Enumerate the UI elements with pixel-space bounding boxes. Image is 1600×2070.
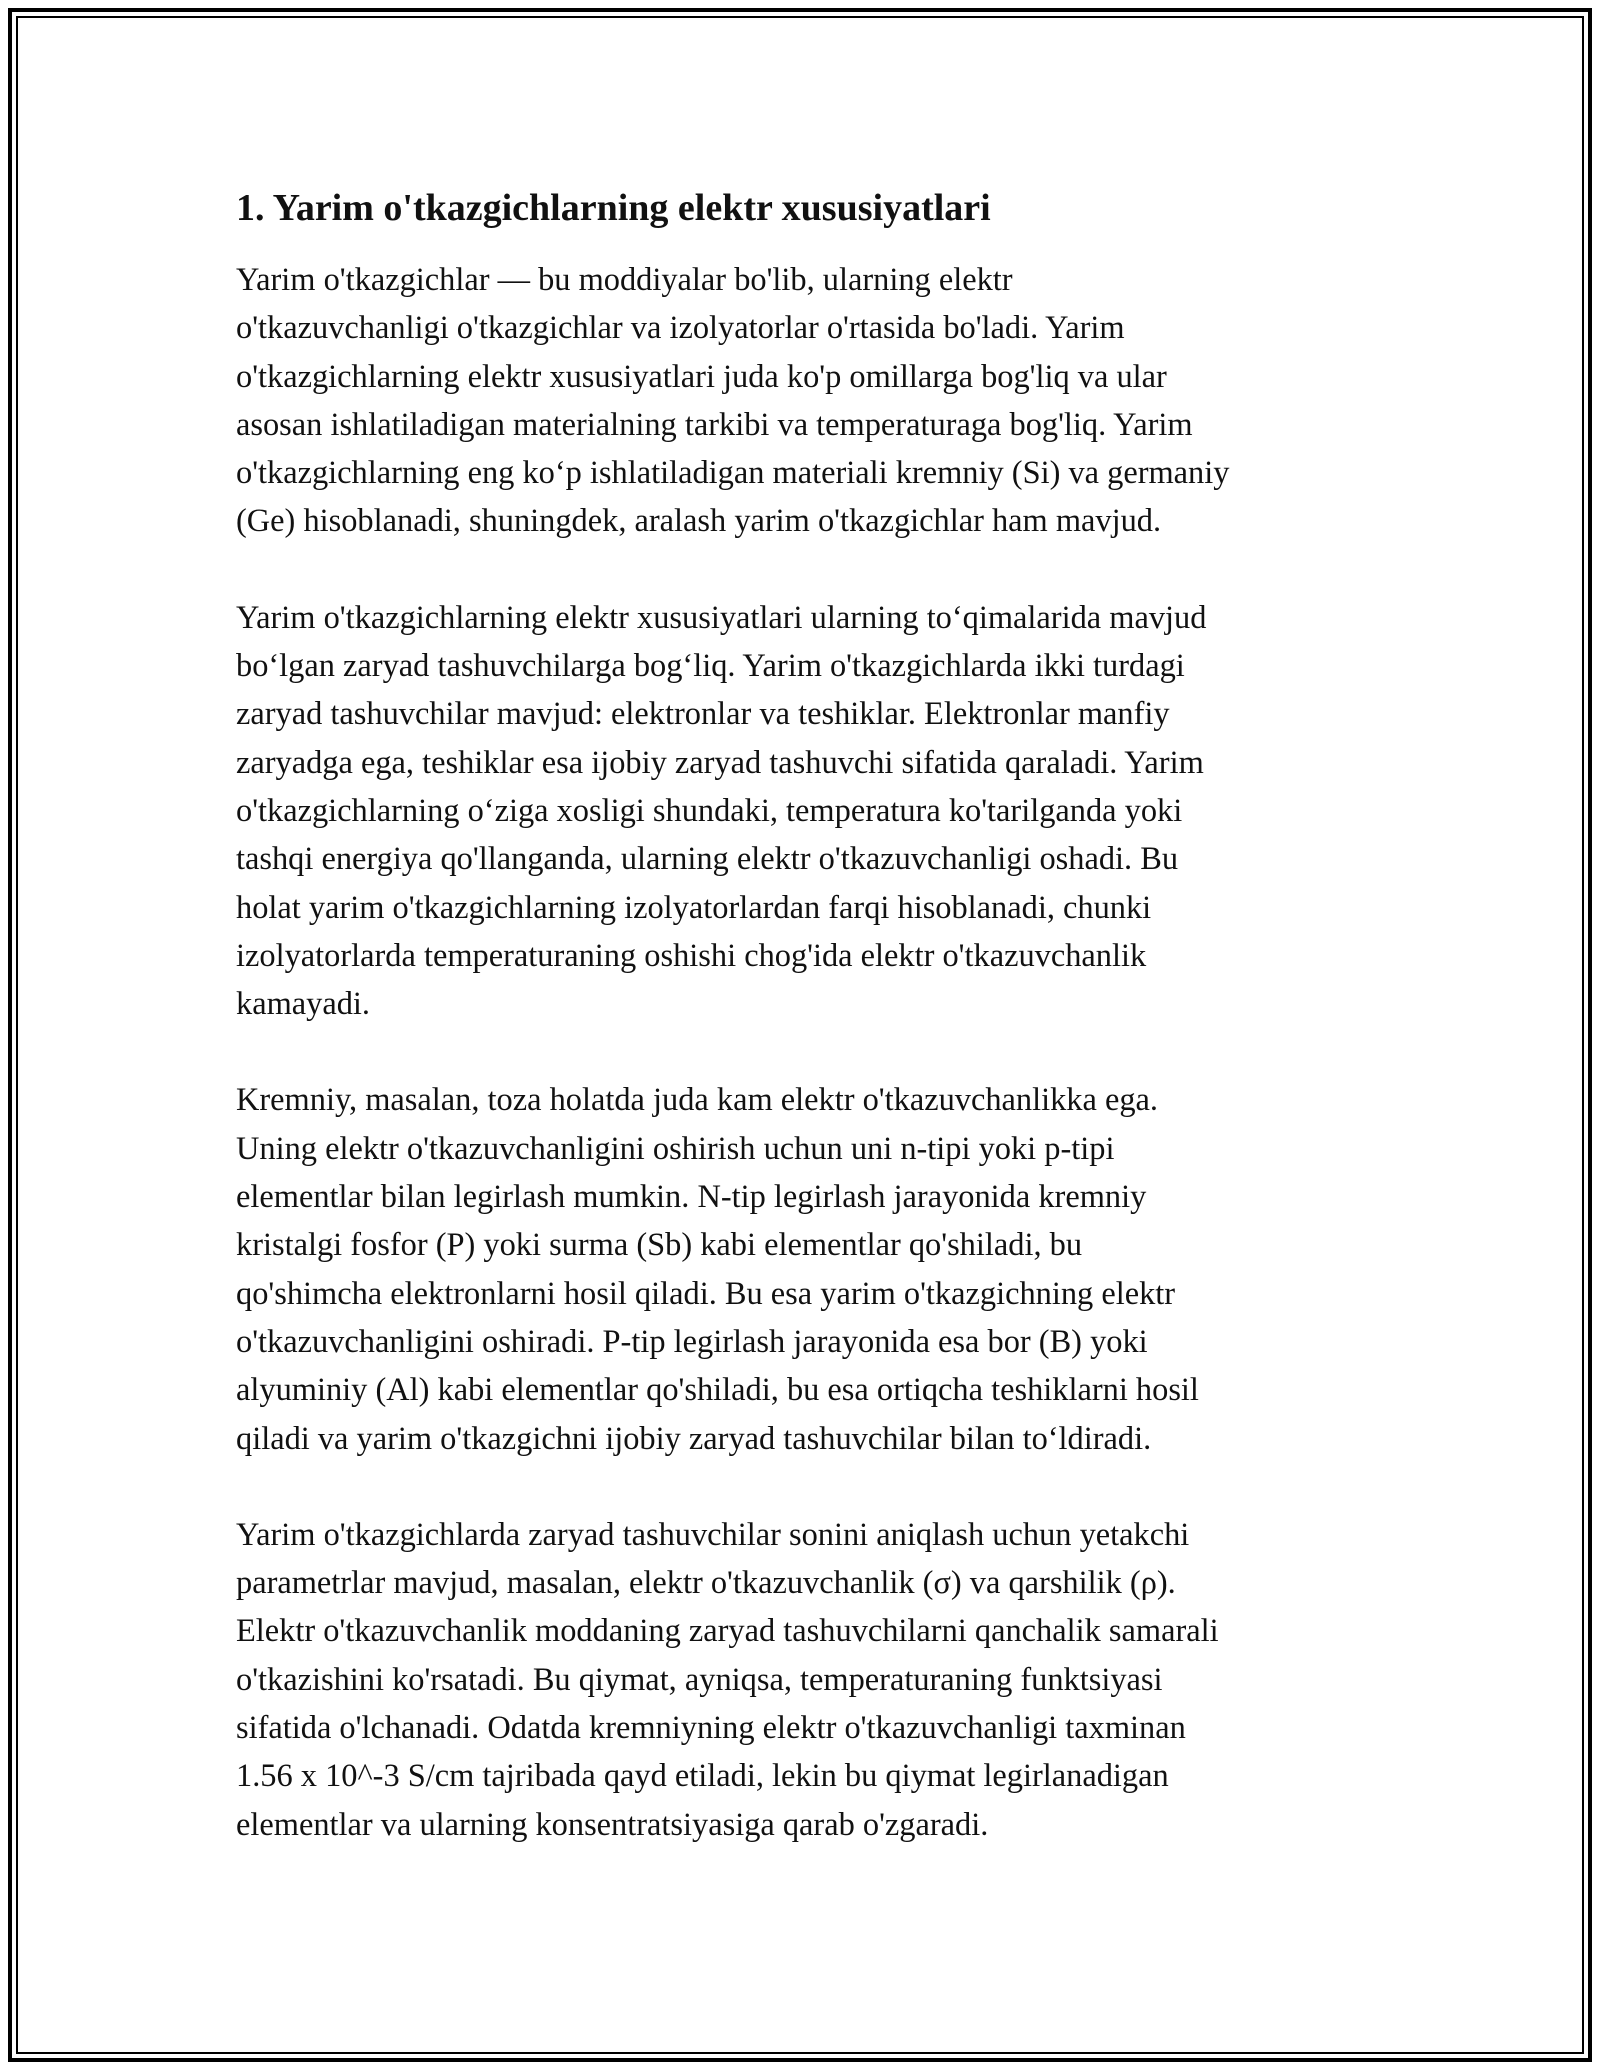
section-heading: 1. Yarim o'tkazgichlarning elektr xususiyatlari — [236, 187, 991, 229]
paragraph-3: Kremniy, masalan, toza holatda juda kam elektr o'tkazuvchanlikka ega. Uning elektr o'tkazuvchanligini oshirish uchun uni n-tipi yoki p-tipi elementlar bilan legirlash mumkin. N-tip legirlash jarayonida kremniy kristalgi fosfor (P) yoki surma (Sb) kabi elementlar qo'shiladi, bu qo'shimcha elektronlarni hosil qiladi. Bu esa yarim o'tkazgichning elektr o'tkazuvchanligini oshiradi. P-tip legirlash jarayonida esa bor (B) yoki alyuminiy (Al) kabi elementlar qo'shiladi, bu esa ortiqcha teshiklarni hosil qiladi va yarim o'tkazgichni ijobiy zaryad tashuvchilar bilan to‘ldiradi. — [236, 1082, 1199, 1457]
document-body — [236, 184, 1376, 1897]
paragraph-2: Yarim o'tkazgichlarning elektr xususiyatlari ularning to‘qimalarida mavjud bo‘lgan zaryad tashuvchilarga bog‘liq. Yarim o'tkazgichlarda ikki turdagi zaryad tashuvchilar mavjud: elektronlar va teshiklar. Elektronlar manfiy zaryadga ega, teshiklar esa ijobiy zaryad tashuvchi sifatida qaraladi. Yarim o'tkazgichlarning o‘ziga xosligi shundaki, temperatura ko'tarilganda yoki tashqi energiya qo'llanganda, ularning elektr o'tkazuvchanligi oshadi. Bu holat yarim o'tkazgichlarning izolyatorlardan farqi hisoblanadi, chunki izolyatorlarda temperaturaning oshishi chog'ida elektr o'tkazuvchanlik kamayadi. — [236, 599, 1207, 1023]
paragraph-4: Yarim o'tkazgichlarda zaryad tashuvchilar sonini aniqlash uchun yetakchi parametrlar mavjud, masalan, elektr o'tkazuvchanlik (σ) va qarshilik (ρ). Elektr o'tkazuvchanlik moddaning zaryad tashuvchilarni qanchalik samarali o'tkazishini ko'rsatadi. Bu qiymat, ayniqsa, temperaturaning funktsiyasi sifatida o'lchanadi. Odatda kremniyning elektr o'tkazuvchanligi taxminan 1.56 x 10^-3 S/cm tajribada qayd etiladi, lekin bu qiymat legirlanadigan elementlar va ularning konsentratsiyasiga qarab o'zgaradi. — [236, 1516, 1219, 1843]
paragraph-1: Yarim o'tkazgichlar — bu moddiyalar bo'lib, ularning elektr o'tkazuvchanligi o'tkazgichlar va izolyatorlar o'rtasida bo'ladi. Yarim o'tkazgichlarning elektr xususiyatlari juda ko'p omillarga bog'liq va ular asosan ishlatiladigan materialning tarkibi va temperaturaga bog'liq. Yarim o'tkazgichlarning eng ko‘p ishlatiladigan materiali kremniy (Si) va germaniy (Ge) hisoblanadi, shuningdek, aralash yarim o'tkazgichlar ham mavjud. — [236, 262, 1230, 540]
